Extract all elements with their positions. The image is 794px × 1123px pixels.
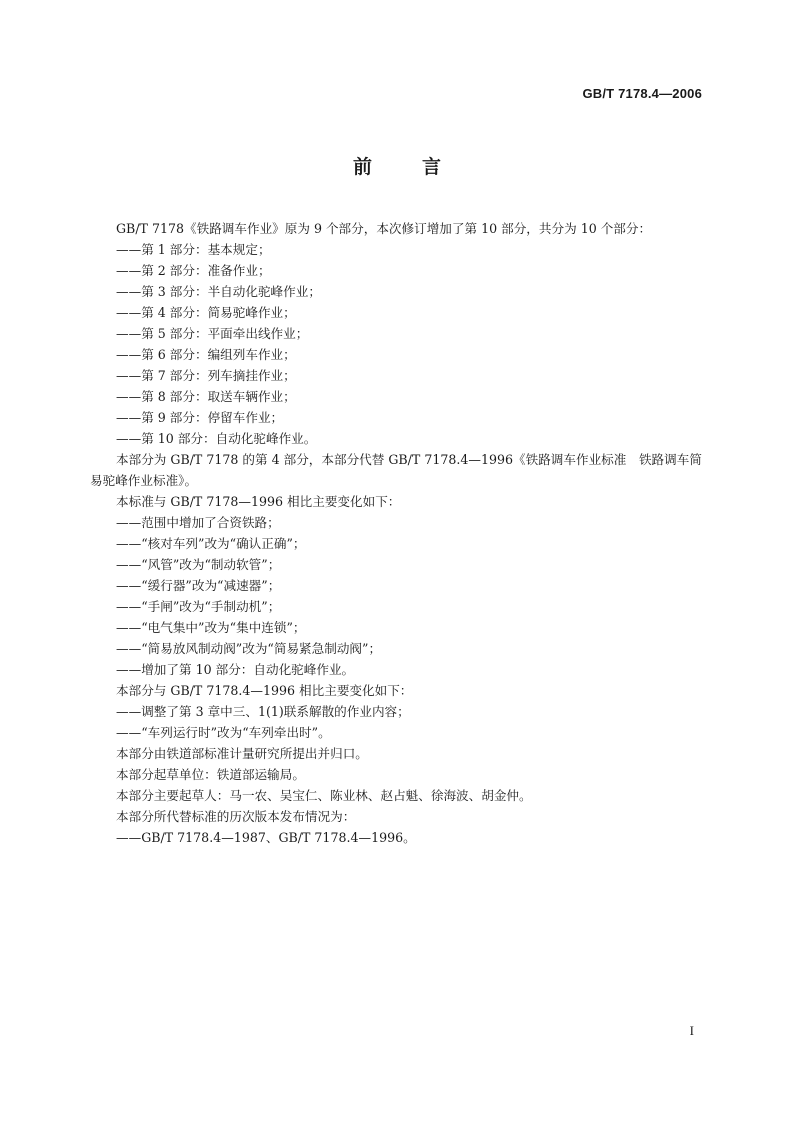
list-item: ——“电气集中”改为“集中连锁”； <box>116 620 306 635</box>
list-item: ——第 5 部分：平面牵出线作业； <box>116 326 309 341</box>
list-item: ——增加了第 10 部分：自动化驼峰作业。 <box>116 662 355 677</box>
list-item: ——第 6 部分：编组列车作业； <box>116 347 296 362</box>
list-item: ——第 4 部分：简易驼峰作业； <box>116 305 296 320</box>
intro-paragraph: GB/T 7178《铁路调车作业》原为 9 个部分，本次修订增加了第 10 部分，共分为 10 个部分： <box>116 221 652 236</box>
drafting-unit-paragraph: 本部分起草单位：铁道部运输局。 <box>116 767 305 782</box>
list-item: ——“缓行器”改为“减速器”； <box>116 578 281 593</box>
foreword-body <box>90 218 706 848</box>
list-item: ——第 2 部分：准备作业； <box>116 263 271 278</box>
list-item: ——“车列运行时”改为“车列牵出时”。 <box>116 725 331 740</box>
proposer-paragraph: 本部分由铁道部标准计量研究所提出并归口。 <box>116 746 368 761</box>
list-item: ——第 8 部分：取送车辆作业； <box>116 389 296 404</box>
page-number: I <box>689 1023 694 1038</box>
drafters-paragraph: 本部分主要起草人：马一农、吴宝仁、陈业林、赵占魁、徐海波、胡金仲。 <box>116 788 532 803</box>
replacement-paragraph: 本部分为 GB/T 7178 的第 4 部分，本部分代替 GB/T 7178.4—1996《铁路调车作业标准 铁路调车简易驼峰作业标准》。 <box>90 452 702 488</box>
history-intro: 本部分所代替标准的历次版本发布情况为： <box>116 809 356 824</box>
list-item: ——“简易放风制动阀”改为“简易紧急制动阀”； <box>116 641 382 656</box>
standard-code: GB/T 7178.4—2006 <box>582 86 702 101</box>
changes-1996-intro: 本标准与 GB/T 7178—1996 相比主要变化如下： <box>116 494 401 509</box>
title-char-1: 前 <box>352 156 372 178</box>
list-item: ——第 1 部分：基本规定； <box>116 242 271 257</box>
list-item: ——范围中增加了合资铁路； <box>116 515 280 530</box>
list-item: ——第 10 部分：自动化驼峰作业。 <box>116 431 317 446</box>
title-char-2: 言 <box>422 156 442 178</box>
page-title <box>0 152 794 179</box>
list-item: ——第 9 部分：停留车作业； <box>116 410 284 425</box>
list-item: ——第 3 部分：半自动化驼峰作业； <box>116 284 321 299</box>
list-item: ——“风管”改为“制动软管”； <box>116 557 281 572</box>
list-item: ——GB/T 7178.4—1987、GB/T 7178.4—1996。 <box>116 830 416 845</box>
list-item: ——“手闸”改为“手制动机”； <box>116 599 281 614</box>
list-item: ——“核对车列”改为“确认正确”； <box>116 536 306 551</box>
list-item: ——调整了第 3 章中三、1(1)联系解散的作业内容； <box>116 704 410 719</box>
list-item: ——第 7 部分：列车摘挂作业； <box>116 368 296 383</box>
changes-part4-intro: 本部分与 GB/T 7178.4—1996 相比主要变化如下： <box>116 683 413 698</box>
